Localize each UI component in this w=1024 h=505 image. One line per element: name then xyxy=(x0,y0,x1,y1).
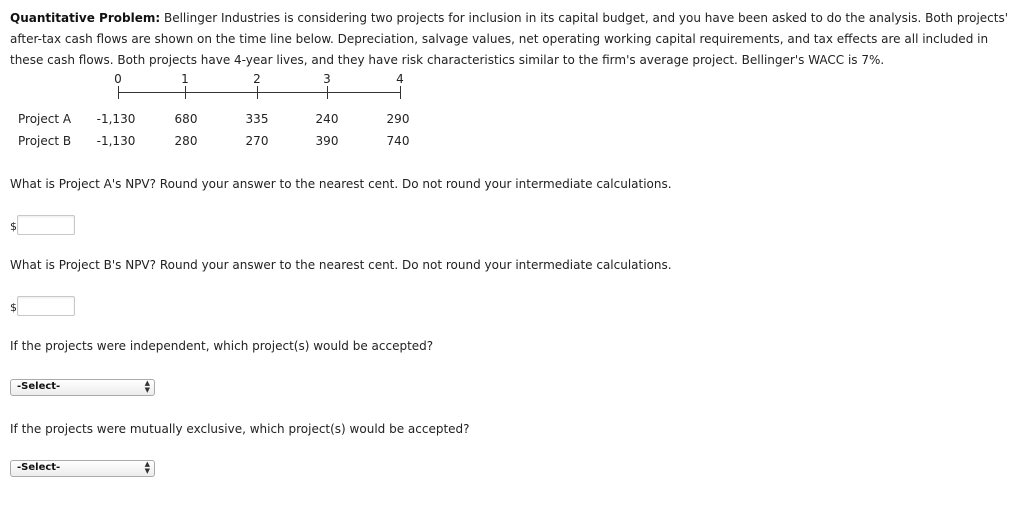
project-a-label: Project A xyxy=(18,112,72,126)
up-down-arrows-icon: ▲ ▼ xyxy=(144,460,150,475)
independent-question: If the projects were independent, which project(s) would be accepted? xyxy=(10,339,434,353)
npv-b-currency: $ xyxy=(10,301,17,314)
timeline-tick xyxy=(118,86,119,99)
up-down-arrows-icon: ▲ ▼ xyxy=(144,379,150,394)
period-label: 2 xyxy=(253,72,261,86)
project-b-cash-flow: 280 xyxy=(174,134,198,148)
period-label: 3 xyxy=(323,72,331,86)
independent-select-value: -Select- xyxy=(17,381,61,392)
independent-select[interactable] xyxy=(10,379,155,396)
timeline-tick xyxy=(327,86,328,99)
npv-b-input[interactable] xyxy=(17,296,75,316)
timeline-tick xyxy=(400,86,401,99)
timeline-tick xyxy=(257,86,258,99)
project-a-cash-flow: 290 xyxy=(386,112,410,126)
timeline-tick xyxy=(185,86,186,99)
cash-flow-timeline xyxy=(0,70,480,160)
problem-text: Bellinger Industries is considering two projects for inclusion in its capital budget, and you have been asked to do the analysis. Both projects' after-tax cash flows are shown on the time line below. Depreciation, salvage values, net operating working capital requirements, and tax effects are all included in these cash flows. Both projects have 4-year lives, and they have risk characteristics similar to the firm's average project. Bellinger's WACC is 7%. xyxy=(10,11,1009,67)
project-b-label: Project B xyxy=(18,134,72,148)
period-label: 1 xyxy=(181,72,189,86)
project-b-cash-flow: 270 xyxy=(245,134,269,148)
npv-b-question: What is Project B's NPV? Round your answer to the nearest cent. Do not round your intermediate calculations. xyxy=(10,258,672,272)
period-label: 0 xyxy=(114,72,122,86)
period-label: 4 xyxy=(396,72,404,86)
project-a-cash-flow: 335 xyxy=(245,112,269,126)
problem-heading: Quantitative Problem: xyxy=(10,11,161,25)
npv-a-question: What is Project A's NPV? Round your answer to the nearest cent. Do not round your intermediate calculations. xyxy=(10,177,672,191)
exclusive-select[interactable] xyxy=(10,460,155,477)
project-b-cash-flow: 740 xyxy=(386,134,410,148)
problem-statement xyxy=(10,8,1016,71)
npv-a-currency: $ xyxy=(10,220,17,233)
project-a-cash-flow: 240 xyxy=(315,112,339,126)
timeline-axis xyxy=(118,92,400,93)
npv-a-input[interactable] xyxy=(17,215,75,235)
project-a-cash-flow: -1,130 xyxy=(96,112,136,126)
project-b-cash-flow: -1,130 xyxy=(96,134,136,148)
exclusive-question: If the projects were mutually exclusive, which project(s) would be accepted? xyxy=(10,422,470,436)
exclusive-select-value: -Select- xyxy=(17,462,61,473)
project-a-cash-flow: 680 xyxy=(174,112,198,126)
project-b-cash-flow: 390 xyxy=(315,134,339,148)
